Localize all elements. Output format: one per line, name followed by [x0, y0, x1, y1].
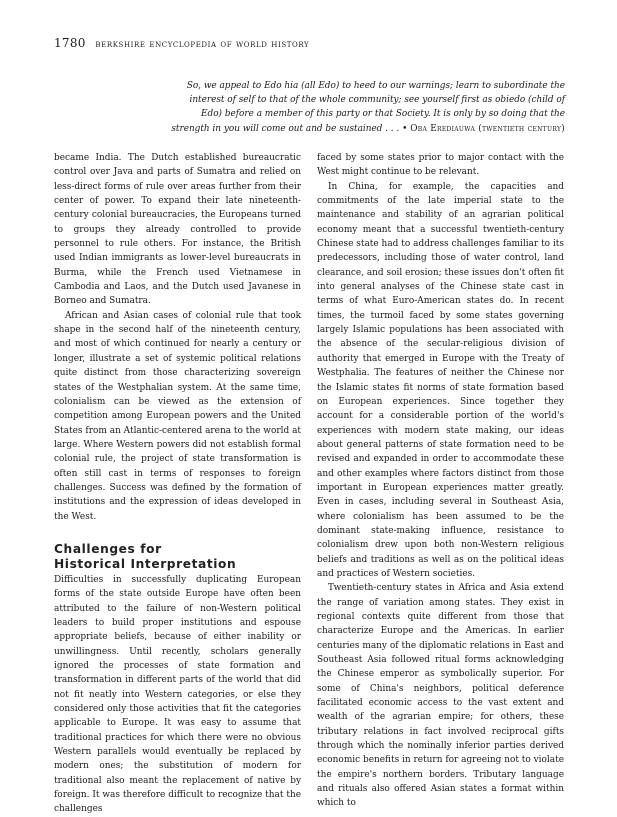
body-paragraph: became India. The Dutch established bureaucratic control over Java and parts of Sumatra and relied on less-direct forms of rule over areas further from their center of power. To expand their late nineteenth-century colonial bureaucracies, the Europeans turned to groups they already controlled to provide personnel to rule others. For instance, the British used Indian immigrants as lower-level bureaucrats in Burma, while the French used Vietnamese in Cambodia and Laos, and the Dutch used Javanese in Borneo and Sumatra. — [54, 153, 301, 307]
epigraph-attribution: Oba Erediauwa (twentieth century) — [410, 123, 565, 134]
right-column — [317, 151, 564, 811]
body-paragraph: Twentieth-century states in Africa and Asia extend the range of variation among states. They exist in regional contexts quite different from those that characterize Europe and the Americas. In earlier centuries many of the diplomatic relations in East and Southeast Asia followed ritual forms acknowledging the Chinese emperor as symbolically superior. For some of China's neighbors, political deference facilitated economic access to the vast extent and wealth of the agrarian empire; for others, these tributary relations in fact involved reciprocal gifts through which the nominally inferior parties derived economic benefits in return for agreeing not to violate the empire's northern borders. Tributary language and rituals also offered Asian states a format within which to — [317, 583, 564, 809]
epigraph-bullet: • — [402, 123, 408, 134]
section-heading-line-1: Challenges for — [54, 541, 162, 556]
section-heading-line-2: Historical Interpretation — [54, 556, 237, 571]
running-head — [54, 36, 309, 50]
body-paragraph: Difficulties in successfully duplicating European forms of the state outside Europe have often been attributed to the failure of non-Western political leaders to build proper institutions and espouse appropriate beliefs, because of either inability or unwillingness. Until recently, scholars generally ignored the processes of state formation and transformation in different parts of the world that did not fit neatly into Western categories, or else they considered only those activities that fit the categories applicable to Europe. It was easy to assume that traditional practices for which there were no obvious Western parallels would eventually be replaced by modern ones; the substitution of modern for traditional also meant the replacement of native by foreign. It was therefore difficult to recognize that the challenges — [54, 574, 301, 815]
body-paragraph: African and Asian cases of colonial rule that took shape in the second half of the nineteenth century, and most of which continued for nearly a century or longer, illustrate a set of systemic political relations quite distinct from those characterizing sovereign states of the Westphalian system. At the same time, colonialism can be viewed as the extension of competition among European powers and the United States from an Atlantic-centered arena to the world at large. Where Western powers did not establish formal colonial rule, the project of state transformation is often still cast in terms of responses to foreign challenges. Success was defined by the formation of institutions and the expression of ideas developed in the West. — [54, 310, 301, 522]
page-number: 1780 — [54, 36, 86, 50]
left-column — [54, 151, 301, 817]
epigraph — [170, 79, 565, 136]
section-heading — [54, 542, 301, 572]
epigraph-quote: So, we appeal to Edo hia (all Edo) to heed to our warnings; learn to subordinate the interest of self to that of the whole community; see yourself first as obiedo (child of Edo) before a member of this party or that Society. It is only by so doing that the strength in you will come out and be sustained . . . — [171, 81, 565, 134]
book-title: berkshire encyclopedia of world history — [95, 39, 310, 50]
body-paragraph: faced by some states prior to major contact with the West might continue to be relevant. — [317, 153, 564, 178]
body-paragraph: In China, for example, the capacities and commitments of the late imperial state to the maintenance and stability of an agrarian political economy meant that a successful twentieth-century Chinese state had to address challenges familiar to its predecessors, including those of water control, land clearance, and soil erosion; these issues don't often fit into general analyses of the Chinese state cast in terms of what Euro-American states do. In recent times, the turmoil faced by some states governing largely Islamic populations has been associated with the absence of the secular-religious division of authority that emerged in Europe with the Treaty of Westphalia. The features of neither the Chinese nor the Islamic states fit norms of state formation based on European experiences. Since together they account for a considerable portion of the world's experiences with modern state making, our ideas about general patterns of state formation need to be revised and expanded in order to accommodate these and other examples where factors distinct from those important in European experiences matter greatly. Even in cases, including several in Southeast Asia, where colonialism has been assumed to be the dominant state-making influence, resistance to colonialism drew upon both non-Western religious beliefs and traditions as well as on the political ideas and practices of Western societies. — [317, 181, 564, 579]
